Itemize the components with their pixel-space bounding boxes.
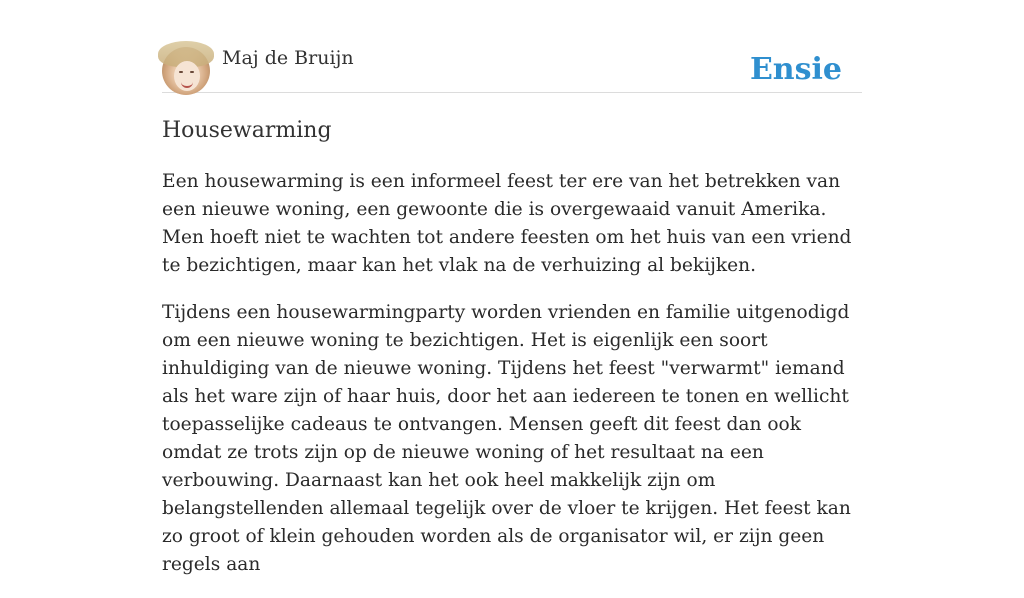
avatar-eye-right bbox=[190, 71, 194, 73]
article-paragraph: Een housewarming is een informeel feest ter ere van het betrekken van een nieuwe woning, een gewoonte die is overgewaaid vanuit Amerika. Men hoeft niet te wachten tot andere feesten om het huis van een vriend te bezichtigen, maar kan het vlak na de verhuizing al bekijken. bbox=[162, 171, 852, 276]
brand-logo[interactable]: Ensie bbox=[749, 52, 842, 87]
author-avatar[interactable] bbox=[162, 47, 210, 95]
article-body bbox=[162, 168, 862, 598]
article-paragraph: Tijdens een housewarmingparty worden vrienden en familie uitgenodigd om een nieuwe woning te bezichtigen. Het is eigenlijk een soort inhuldiging van de nieuwe woning. Tijdens het feest "verwarmt" iemand als het ware zijn of haar huis, door het aan iedereen te tonen en wellicht toepasselijke cadeaus te ontvangen. Mensen geeft dit feest dan ook omdat ze trots zijn op de nieuwe woning of het resultaat na een verbouwing. Daarnaast kan het ook heel makkelijk zijn om belangstellenden allemaal tegelijk over de vloer te krijgen. Het feest kan zo groot of klein gehouden worden als de organisator wil, er zijn geen regels aan bbox=[162, 302, 851, 575]
article-title: Housewarming bbox=[162, 118, 332, 143]
article-page bbox=[162, 0, 862, 575]
article-header bbox=[162, 46, 862, 93]
avatar-eye-left bbox=[179, 71, 183, 73]
author-name[interactable]: Maj de Bruijn bbox=[222, 47, 354, 69]
